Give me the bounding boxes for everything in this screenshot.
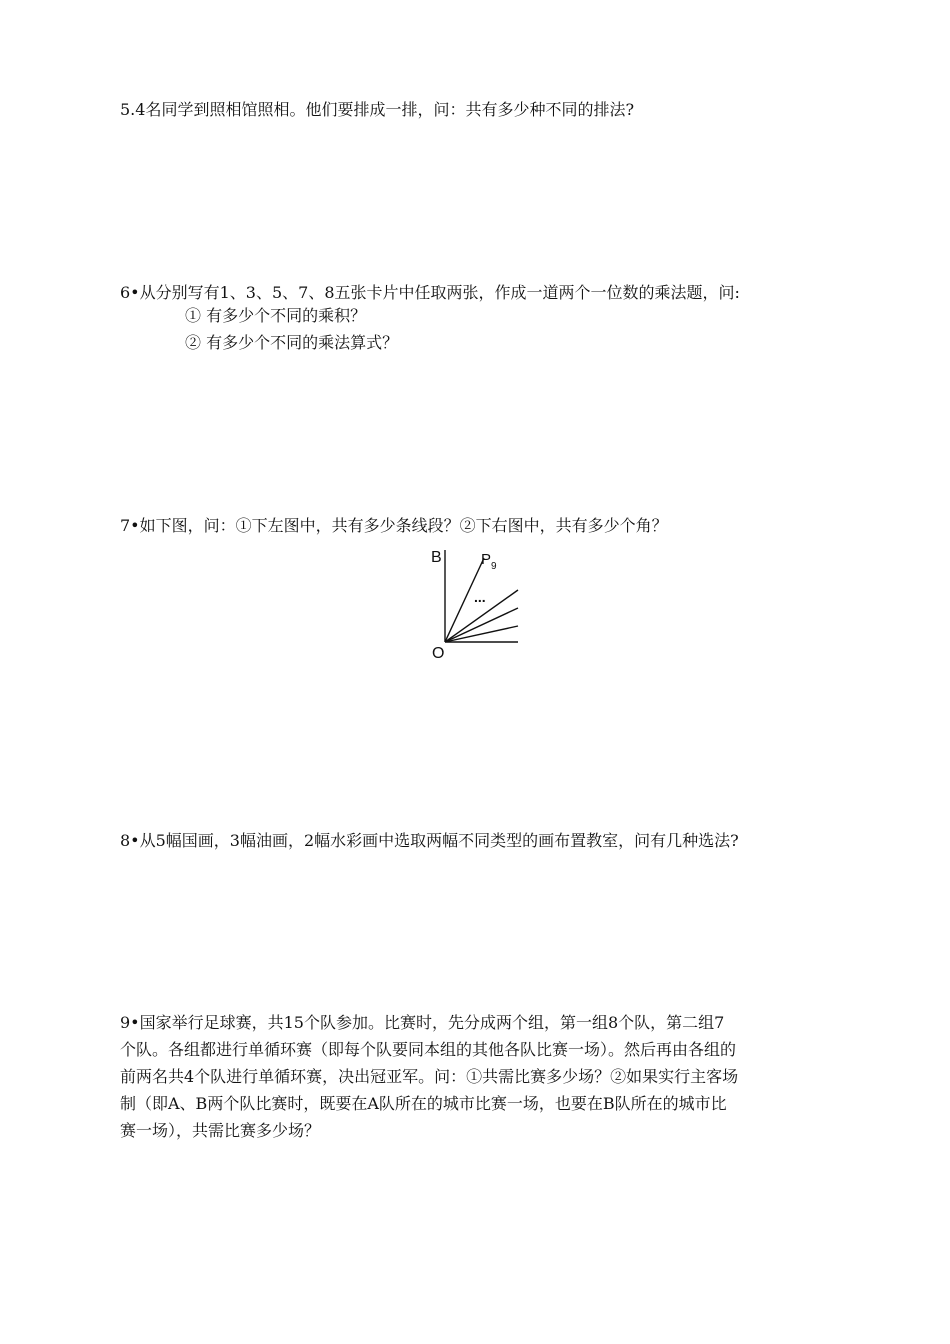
label-p: P bbox=[481, 551, 492, 568]
question-6-part-2: ② 有多少个不同的乘法算式？ bbox=[185, 333, 399, 352]
label-b: B bbox=[431, 549, 442, 566]
question-9-line-4: 制（即A、B两个队比赛时，既要在A队所在的城市比赛一场，也要在B队所在的城市比 bbox=[120, 1094, 727, 1113]
question-9-line-1: 9•国家举行足球赛，共15个队参加。比赛时，先分成两个组，第一组8个队，第二组7 bbox=[120, 1013, 725, 1032]
angle-figure bbox=[420, 542, 530, 662]
question-8-text: 8•从5幅国画，3幅油画，2幅水彩画中选取两幅不同类型的画布置教室，问有几种选法? bbox=[120, 831, 739, 850]
question-9-line-3: 前两名共4个队进行单循环赛，决出冠亚军。问：①共需比赛多少场？②如果实行主客场 bbox=[120, 1067, 739, 1086]
label-o: O bbox=[432, 645, 445, 662]
question-6-part-1: ① 有多少个不同的乘积？ bbox=[185, 306, 367, 325]
ray-2 bbox=[445, 608, 518, 642]
ellipsis-mark: ... bbox=[474, 589, 486, 605]
label-p-subscript: 9 bbox=[491, 561, 497, 572]
question-7-text: 7•如下图，问：①下左图中，共有多少条线段？②下右图中，共有多少个角？ bbox=[120, 516, 668, 535]
question-9-line-5: 赛一场），共需比赛多少场？ bbox=[120, 1121, 321, 1140]
question-5-text: 5.4名同学到照相馆照相。他们要排成一排，问：共有多少种不同的排法? bbox=[120, 100, 635, 119]
question-6-text: 6•从分别写有1、3、5、7、8五张卡片中任取两张，作成一道两个一位数的乘法题，问: bbox=[120, 283, 740, 302]
question-9-line-2: 个队。各组都进行单循环赛（即每个队要同本组的其他各队比赛一场）。然后再由各组的 bbox=[120, 1040, 737, 1059]
angle-diagram bbox=[420, 542, 530, 662]
